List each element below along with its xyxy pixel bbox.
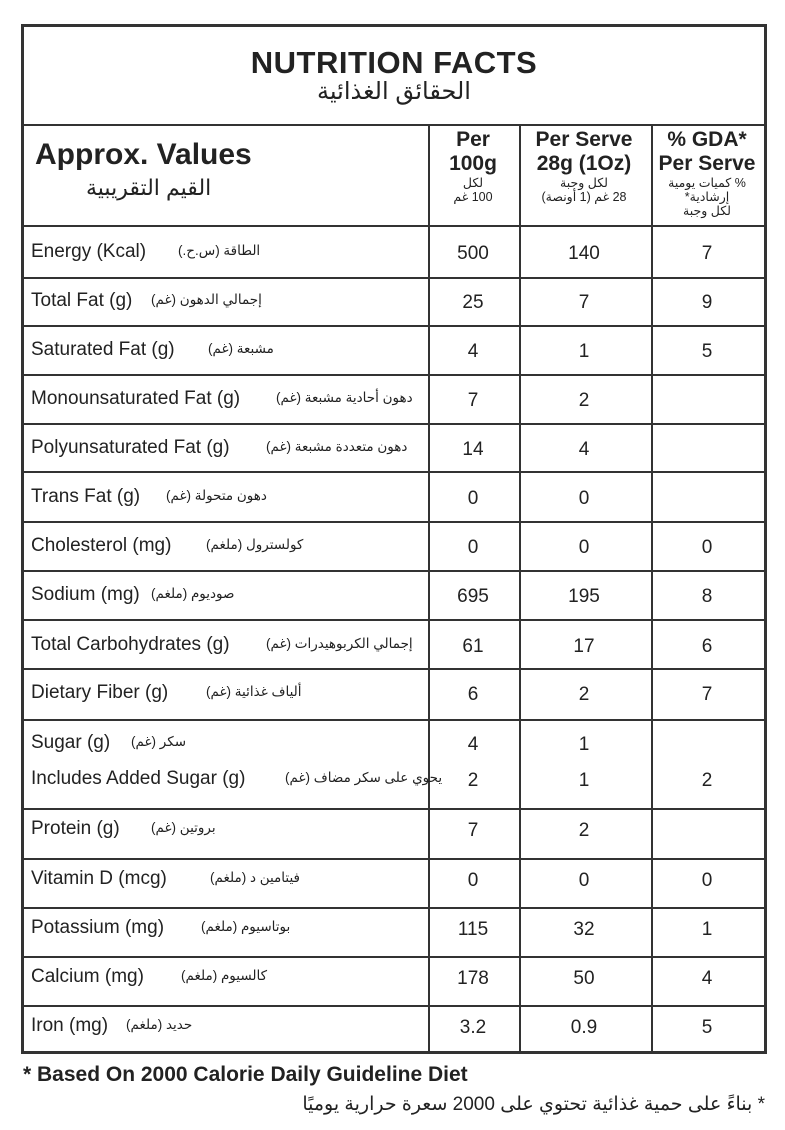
nutrient-label-arabic: إجمالي الكربوهيدرات (غم) bbox=[266, 636, 413, 651]
nutrient-label-arabic: يحوي على سكر مضاف (غم) bbox=[285, 770, 443, 785]
value-gda: 1 bbox=[701, 919, 713, 940]
header-divider bbox=[24, 225, 764, 227]
value-gda: 7 bbox=[701, 243, 713, 264]
row-divider bbox=[24, 277, 764, 279]
nutrient-label-arabic: صوديوم (ملغم) bbox=[151, 586, 235, 601]
nutrient-label-arabic: بوتاسيوم (ملغم) bbox=[201, 919, 291, 934]
nutrient-label: Calcium (mg) bbox=[31, 966, 144, 987]
nutrient-label: Energy (Kcal) bbox=[31, 241, 147, 262]
value-per100: 0 bbox=[467, 537, 479, 558]
nutrient-label-arabic: دهون متحولة (غم) bbox=[166, 488, 267, 503]
value-serve: 4 bbox=[578, 439, 590, 460]
value-serve: 140 bbox=[568, 243, 600, 264]
value-serve: 1 bbox=[578, 734, 590, 755]
value-serve: 50 bbox=[573, 968, 595, 989]
value-gda: 8 bbox=[701, 586, 713, 607]
nutrient-label-arabic: كولسترول (ملغم) bbox=[206, 537, 304, 552]
value-gda: 5 bbox=[701, 341, 713, 362]
value-serve: 0.9 bbox=[570, 1017, 598, 1038]
row-divider bbox=[24, 719, 764, 721]
title-arabic: الحقائق الغذائية bbox=[317, 78, 471, 105]
value-per100: 7 bbox=[467, 390, 479, 411]
nutrient-label-arabic: الطاقة (س.ح.) bbox=[178, 243, 261, 258]
value-gda: 0 bbox=[701, 870, 713, 891]
value-serve: 0 bbox=[578, 870, 590, 891]
value-per100: 695 bbox=[457, 586, 489, 607]
value-gda: 0 bbox=[701, 537, 713, 558]
row-divider bbox=[24, 570, 764, 572]
value-per100: 178 bbox=[457, 968, 489, 989]
footnote-english: * Based On 2000 Calorie Daily Guideline Diet bbox=[23, 1063, 468, 1086]
value-gda: 4 bbox=[701, 968, 713, 989]
nutrient-label: Protein (g) bbox=[31, 818, 120, 839]
value-per100: 6 bbox=[467, 684, 479, 705]
row-divider bbox=[24, 808, 764, 810]
value-serve: 1 bbox=[578, 341, 590, 362]
row-divider bbox=[24, 325, 764, 327]
per-serve-header: Per Serve 28g (1Oz) لكل وجبة 28 غم (1 أونصة) bbox=[535, 128, 633, 204]
row-divider bbox=[24, 858, 764, 860]
row-divider bbox=[24, 374, 764, 376]
value-per100: 25 bbox=[462, 292, 484, 313]
nutrient-label-arabic: إجمالي الدهون (غم) bbox=[151, 292, 262, 307]
value-per100: 4 bbox=[467, 734, 479, 755]
nutrient-label: Sugar (g) bbox=[31, 732, 111, 753]
value-gda: 5 bbox=[701, 1017, 713, 1038]
value-serve: 17 bbox=[573, 636, 595, 657]
per-100g-header: Per 100g لكل 100 غم bbox=[449, 128, 497, 204]
value-per100: 3.2 bbox=[459, 1017, 487, 1038]
row-divider bbox=[24, 619, 764, 621]
value-per100: 0 bbox=[467, 870, 479, 891]
nutrient-label-arabic: حديد (ملغم) bbox=[126, 1017, 193, 1032]
value-serve: 2 bbox=[578, 684, 590, 705]
nutrient-label: Potassium (mg) bbox=[31, 917, 165, 938]
nutrient-label-arabic: سكر (غم) bbox=[131, 734, 187, 749]
row-divider bbox=[24, 1005, 764, 1007]
value-gda: 6 bbox=[701, 636, 713, 657]
nutrient-label: Trans Fat (g) bbox=[31, 486, 141, 507]
value-serve: 0 bbox=[578, 488, 590, 509]
nutrient-label: Dietary Fiber (g) bbox=[31, 682, 169, 703]
footnote-arabic: * بناءً على حمية غذائية تحتوي على 2000 سعرة حرارية يوميًا bbox=[302, 1094, 765, 1115]
value-per100: 61 bbox=[462, 636, 484, 657]
value-per100: 2 bbox=[467, 770, 479, 791]
value-per100: 115 bbox=[457, 919, 489, 940]
nutrient-label: Cholesterol (mg) bbox=[31, 535, 172, 556]
nutrient-label: Sodium (mg) bbox=[31, 584, 140, 605]
approx-values-heading-arabic: القيم التقريبية bbox=[86, 175, 212, 200]
nutrient-label-arabic: دهون أحادية مشبعة (غم) bbox=[276, 390, 413, 405]
row-divider bbox=[24, 471, 764, 473]
value-gda: 2 bbox=[701, 770, 713, 791]
title-english: NUTRITION FACTS bbox=[250, 45, 538, 80]
row-divider bbox=[24, 907, 764, 909]
value-per100: 7 bbox=[467, 820, 479, 841]
value-per100: 500 bbox=[457, 243, 489, 264]
nutrient-label: Includes Added Sugar (g) bbox=[31, 768, 246, 789]
approx-values-heading: Approx. Values bbox=[35, 138, 252, 171]
value-serve: 32 bbox=[573, 919, 595, 940]
nutrient-label: Total Carbohydrates (g) bbox=[31, 634, 230, 655]
nutrient-label-arabic: ألياف غذائية (غم) bbox=[206, 684, 302, 699]
nutrient-label-arabic: كالسيوم (ملغم) bbox=[181, 968, 268, 983]
gda-header: % GDA* Per Serve % كميات يومية إرشادية* لكل وجبة bbox=[658, 128, 756, 218]
row-divider bbox=[24, 668, 764, 670]
nutrient-label: Vitamin D (mcg) bbox=[31, 868, 167, 889]
nutrient-label-arabic: فيتامين د (ملغم) bbox=[210, 870, 300, 885]
value-per100: 14 bbox=[462, 439, 484, 460]
nutrient-label: Iron (mg) bbox=[31, 1015, 109, 1036]
value-gda: 7 bbox=[701, 684, 713, 705]
value-serve: 0 bbox=[578, 537, 590, 558]
value-serve: 2 bbox=[578, 390, 590, 411]
row-divider bbox=[24, 521, 764, 523]
value-gda: 9 bbox=[701, 292, 713, 313]
value-per100: 4 bbox=[467, 341, 479, 362]
row-divider bbox=[24, 423, 764, 425]
nutrient-label-arabic: مشبعة (غم) bbox=[208, 341, 274, 356]
nutrient-label-arabic: بروتين (غم) bbox=[151, 820, 216, 835]
value-serve: 2 bbox=[578, 820, 590, 841]
value-serve: 1 bbox=[578, 770, 590, 791]
value-per100: 0 bbox=[467, 488, 479, 509]
nutrient-label-arabic: دهون متعددة مشبعة (غم) bbox=[266, 439, 408, 454]
nutrient-label: Saturated Fat (g) bbox=[31, 339, 175, 360]
value-serve: 195 bbox=[568, 586, 600, 607]
nutrient-label: Monounsaturated Fat (g) bbox=[31, 388, 241, 409]
title-box bbox=[24, 27, 764, 126]
nutrient-label: Total Fat (g) bbox=[31, 290, 133, 311]
row-divider bbox=[24, 956, 764, 958]
nutrient-label: Polyunsaturated Fat (g) bbox=[31, 437, 230, 458]
value-serve: 7 bbox=[578, 292, 590, 313]
